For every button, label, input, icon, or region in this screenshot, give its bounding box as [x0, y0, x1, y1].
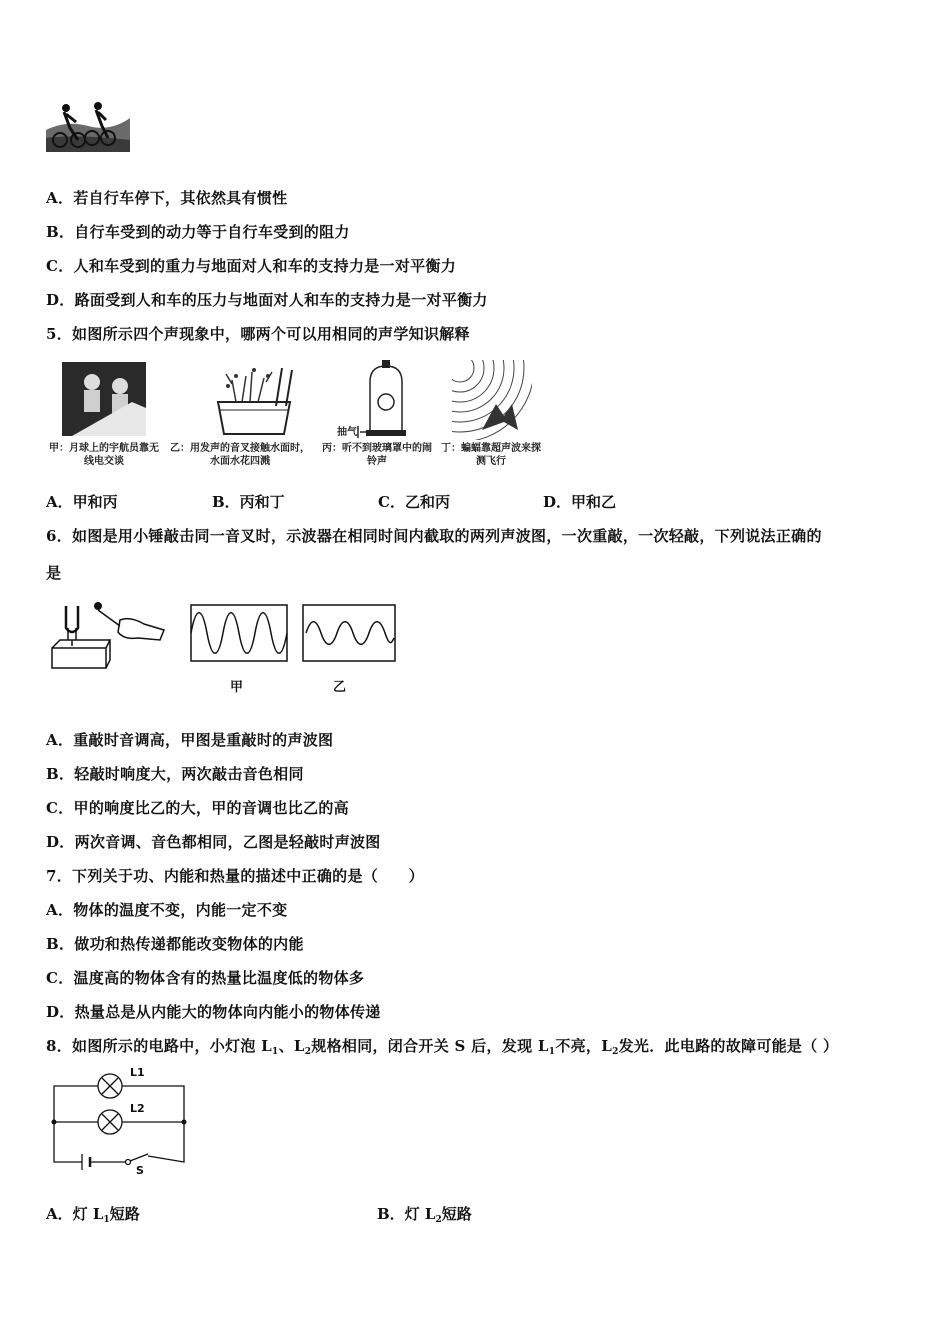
label-switch-s: S [136, 1164, 144, 1177]
q4-option-a: A．若自行车停下，其依然具有惯性 [46, 189, 288, 207]
q6-option-c: C．甲的响度比乙的大，甲的音调也比乙的高 [46, 799, 349, 817]
q7-option-c: C．温度高的物体含有的热量比温度低的物体多 [46, 969, 365, 987]
q5-caption-jia: 甲：月球上的宇航员靠无线电交谈 [49, 443, 159, 467]
tuning-fork-hammer-figure [48, 598, 168, 672]
q7-option-a: A．物体的温度不变，内能一定不变 [46, 901, 288, 919]
waveform-yi [302, 604, 396, 662]
q5-caption-yi: 乙：用发声的音叉接触水面时，水面水花四溅 [170, 443, 310, 467]
pump-label: 抽气 [337, 427, 357, 438]
waveform-label-jia: 甲 [230, 680, 244, 695]
q7-stem: 7．下列关于功、内能和热量的描述中正确的是（ ） [46, 867, 424, 885]
q5-caption-ding: 丁：蝙蝠靠超声波来探测飞行 [441, 443, 541, 467]
q4-option-d: D．路面受到人和车的压力与地面对人和车的支持力是一对平衡力 [46, 291, 488, 309]
q6-stem-line2: 是 [46, 564, 62, 582]
label-l1: L1 [130, 1066, 145, 1079]
q5-option-c: C．乙和丙 [378, 493, 450, 511]
cyclists-photo [46, 100, 130, 152]
q6-stem-line1: 6．如图是用小锤敲击同一音叉时，示波器在相同时间内截取的两列声波图，一次重敲，一次轻敲，下列说法正确的 [46, 527, 822, 545]
bell-jar-figure [330, 360, 430, 440]
label-l2: L2 [130, 1102, 145, 1115]
bat-ultrasound-figure [452, 360, 532, 440]
q6-option-b: B．轻敲时响度大，两次敲击音色相同 [46, 765, 304, 783]
waveform-jia [190, 604, 288, 662]
q4-option-b: B．自行车受到的动力等于自行车受到的阻力 [46, 223, 350, 241]
q5-option-a: A．甲和丙 [46, 493, 118, 511]
q4-option-c: C．人和车受到的重力与地面对人和车的支持力是一对平衡力 [46, 257, 457, 275]
tuning-fork-water-figure [206, 362, 302, 438]
q8-stem: 8．如图所示的电路中，小灯泡 $L_1$、$L_2$规格相同，闭合开关 S 后，发现 $L_1$不亮，$L_2$发光．此电路的故障可能是（ ） [46, 1037, 839, 1057]
q6-option-d: D．两次音调、音色都相同，乙图是轻敲时声波图 [46, 833, 381, 851]
waveform-label-yi: 乙 [333, 680, 347, 695]
q5-option-d: D．甲和乙 [543, 493, 617, 511]
q5-caption-bing: 丙：听不到玻璃罩中的闹铃声 [322, 443, 432, 467]
circuit-diagram [48, 1066, 194, 1182]
q5-option-b: B．丙和丁 [212, 493, 285, 511]
astronauts-photo [62, 362, 146, 436]
q7-option-b: B．做功和热传递都能改变物体的内能 [46, 935, 304, 953]
q8-option-b: B．灯 $L_2$短路 [377, 1205, 472, 1225]
q6-option-a: A．重敲时音调高，甲图是重敲时的声波图 [46, 731, 334, 749]
q8-option-a: A．灯 $L_1$短路 [46, 1205, 140, 1225]
q5-stem: 5．如图所示四个声现象中，哪两个可以用相同的声学知识解释 [46, 325, 470, 343]
q7-option-d: D．热量总是从内能大的物体向内能小的物体传递 [46, 1003, 381, 1021]
